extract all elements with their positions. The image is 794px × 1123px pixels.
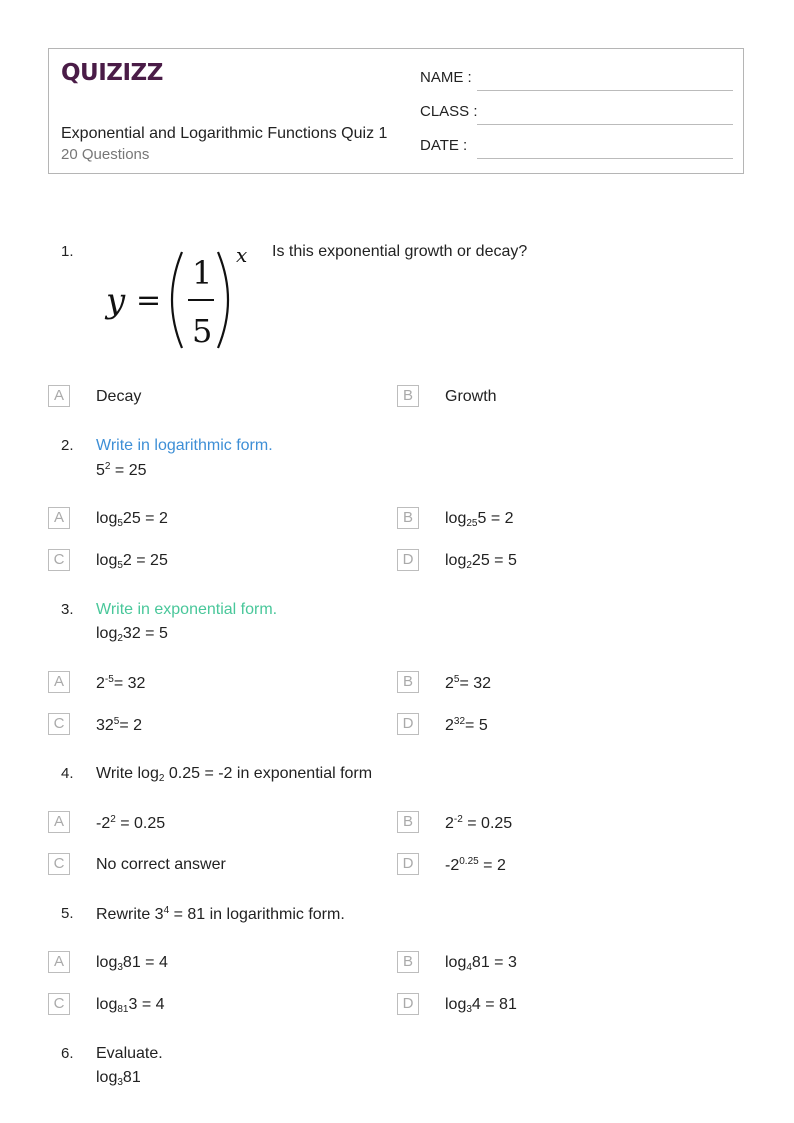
option-letter-box[interactable]: A — [48, 811, 70, 833]
question-instruction: Write in logarithmic form. — [96, 437, 273, 454]
option-letter-box[interactable]: B — [397, 385, 419, 407]
option-letter-box[interactable]: C — [48, 713, 70, 735]
svg-text:5: 5 — [192, 312, 213, 350]
option-text[interactable]: $\log_52 = 25$ — [96, 552, 168, 571]
option-letter-box[interactable]: C — [48, 993, 70, 1015]
option-text[interactable]: $\log_525 = 2$ — [96, 510, 168, 529]
option-text[interactable]: $2^{32}= 5$ — [445, 716, 488, 734]
quiz-title: Exponential and Logarithmic Functions Quiz 1 — [61, 125, 388, 142]
question-number: 1. — [61, 243, 74, 260]
class-line — [477, 123, 733, 125]
svg-text:y: y — [106, 281, 126, 321]
option-text[interactable]: $-2^{0.25} = 2$ — [445, 856, 506, 874]
svg-text:=: = — [136, 283, 162, 318]
name-line — [477, 89, 733, 91]
question-instruction: Evaluate. — [96, 1045, 163, 1062]
date-line — [477, 157, 733, 159]
option-letter-box[interactable]: A — [48, 507, 70, 529]
question-expression: $5^2 = 25$ — [96, 461, 147, 479]
question-number: 5. — [61, 905, 74, 922]
question-text: Rewrite $3^4 = 81$ in logarithmic form. — [96, 905, 345, 923]
quizizz-logo: QUIZIZZ — [61, 60, 163, 86]
option-letter-box[interactable]: B — [397, 811, 419, 833]
option-text[interactable]: $\log_225 = 5$ — [445, 552, 517, 571]
option-text[interactable]: $32^5= 2$ — [96, 716, 143, 734]
option-text[interactable]: $2^5= 32$ — [445, 674, 492, 692]
question-text: Write $\log_2 0.25 = -2$ in exponential form — [96, 765, 373, 784]
option-letter-box[interactable]: A — [48, 671, 70, 693]
name-label: NAME : — [420, 69, 472, 86]
option-text[interactable]: $\log_{81}3 = 4$ — [96, 996, 165, 1015]
svg-text:x: x — [236, 244, 248, 267]
option-text[interactable]: $\log_381 = 4$ — [96, 954, 168, 973]
option-letter-box[interactable]: D — [397, 993, 419, 1015]
question-number: 4. — [61, 765, 74, 782]
question-number: 6. — [61, 1045, 74, 1062]
option-text[interactable]: $-2^2 = 0.25$ — [96, 814, 166, 832]
question-expression: $\log_381$ — [96, 1069, 141, 1088]
question-instruction: Write in exponential form. — [96, 601, 278, 618]
formula-y-equals-one-fifth-power-x — [104, 244, 254, 356]
option-text[interactable]: Decay — [96, 388, 142, 405]
class-label: CLASS : — [420, 103, 478, 120]
option-text[interactable]: $2^{-5}= 32$ — [96, 674, 146, 692]
question-number: 3. — [61, 601, 74, 618]
option-letter-box[interactable]: A — [48, 951, 70, 973]
svg-text:1: 1 — [192, 254, 213, 292]
option-letter-box[interactable]: C — [48, 853, 70, 875]
option-letter-box[interactable]: D — [397, 713, 419, 735]
option-text[interactable]: $\log_{25}5 = 2$ — [445, 510, 514, 529]
option-letter-box[interactable]: C — [48, 549, 70, 571]
option-text[interactable]: $\log_481 = 3$ — [445, 954, 517, 973]
worksheet-header — [48, 48, 744, 174]
option-letter-box[interactable]: B — [397, 507, 419, 529]
option-text[interactable]: $\log_34 = 81$ — [445, 996, 517, 1015]
question-count: 20 Questions — [61, 146, 150, 163]
option-text[interactable]: $2^{-2} = 0.25$ — [445, 814, 513, 832]
option-letter-box[interactable]: A — [48, 385, 70, 407]
option-letter-box[interactable]: B — [397, 951, 419, 973]
option-text[interactable]: No correct answer — [96, 856, 226, 873]
option-letter-box[interactable]: D — [397, 549, 419, 571]
question-text: Is this exponential growth or decay? — [272, 243, 528, 260]
date-label: DATE : — [420, 137, 468, 154]
option-text[interactable]: Growth — [445, 388, 497, 405]
option-letter-box[interactable]: D — [397, 853, 419, 875]
question-expression: $\log_232 = 5$ — [96, 625, 168, 644]
question-number: 2. — [61, 437, 74, 454]
option-letter-box[interactable]: B — [397, 671, 419, 693]
